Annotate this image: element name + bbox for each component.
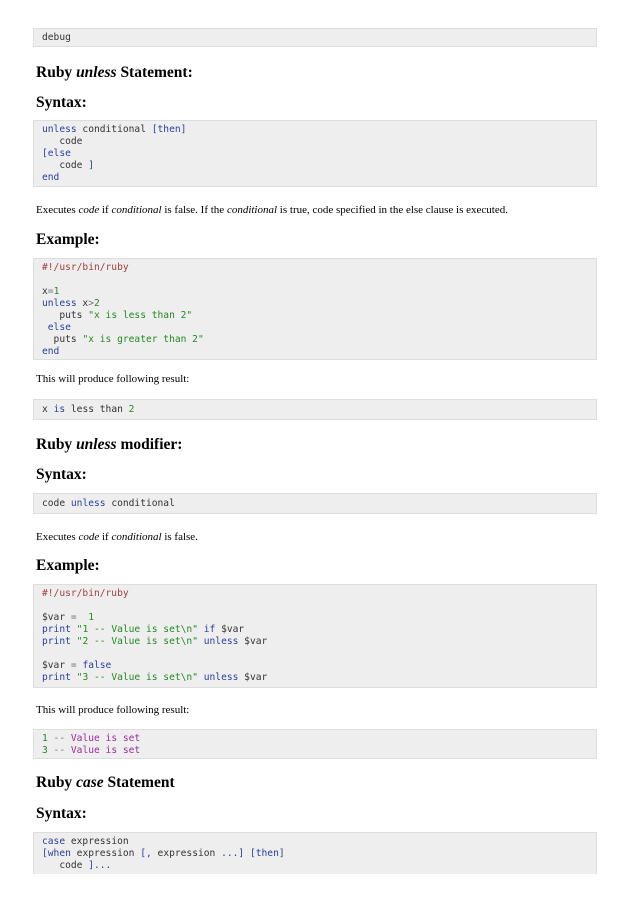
heading-text: Statement <box>103 774 175 791</box>
code-line: [else <box>42 148 71 159</box>
code-line: print "3 -- Value is set\n" unless $var <box>42 672 268 683</box>
heading-ruby-unless-modifier <box>36 436 182 454</box>
code-line: end <box>42 172 60 183</box>
code-line: code <box>42 136 83 147</box>
code-line: x is less than 2 <box>42 404 135 415</box>
heading-text: Ruby <box>36 436 77 453</box>
code-line: print "2 -- Value is set\n" unless $var <box>42 636 268 647</box>
code-block-debug <box>33 28 597 47</box>
heading-emphasis: case <box>76 774 104 791</box>
code-line: #!/usr/bin/ruby <box>42 262 129 273</box>
heading-syntax: Syntax: <box>36 805 87 822</box>
code-line: unless conditional [then] <box>42 124 187 135</box>
heading-emphasis: unless <box>76 436 117 453</box>
code-line: [when expression [, expression ...] [then] <box>42 848 285 859</box>
code-block-result <box>33 729 597 759</box>
code-line: code ]... <box>42 860 112 871</box>
heading-text: Ruby <box>36 64 77 81</box>
code-block-unless-example <box>33 258 597 360</box>
code-line: debug <box>42 32 71 43</box>
code-block-modifier-example <box>33 584 597 688</box>
code-line <box>42 648 596 660</box>
code-line: 3 -- Value is set <box>42 745 141 756</box>
heading-emphasis: unless <box>76 64 117 81</box>
paragraph-modifier-description: Executes code if conditional is false. <box>36 531 198 543</box>
code-line: puts "x is less than 2" <box>42 310 193 321</box>
code-line: x=1 <box>42 286 60 297</box>
code-block-case-syntax <box>33 832 597 874</box>
paragraph-unless-description: Executes code if conditional is false. If the conditional is true, code specified in the else clause is executed. <box>36 204 508 216</box>
heading-text: Ruby <box>36 774 77 791</box>
code-line: case expression <box>42 836 129 847</box>
heading-syntax: Syntax: <box>36 466 87 483</box>
paragraph-result-intro: This will produce following result: <box>36 704 190 716</box>
code-line: code ] <box>42 160 94 171</box>
heading-example: Example: <box>36 557 100 574</box>
heading-ruby-case-statement <box>36 774 175 792</box>
heading-example: Example: <box>36 231 100 248</box>
code-line: $var = false <box>42 660 112 671</box>
paragraph-result-intro: This will produce following result: <box>36 373 190 385</box>
code-line: print "1 -- Value is set\n" if $var <box>42 624 245 635</box>
heading-text: modifier: <box>116 436 183 453</box>
code-line <box>42 274 596 286</box>
code-block-modifier-syntax <box>33 493 597 514</box>
code-line: 1 -- Value is set <box>42 733 141 744</box>
code-line: end <box>42 346 60 357</box>
heading-syntax: Syntax: <box>36 94 87 111</box>
code-line: #!/usr/bin/ruby <box>42 588 129 599</box>
code-line: puts "x is greater than 2" <box>42 334 204 345</box>
heading-ruby-unless-statement <box>36 64 193 82</box>
heading-text: Statement: <box>116 64 193 81</box>
code-line <box>42 600 596 612</box>
code-line: else <box>42 322 71 333</box>
code-line: $var = 1 <box>42 612 95 623</box>
code-line: code unless conditional <box>42 498 175 509</box>
code-block-result <box>33 399 597 420</box>
code-line: unless x>2 <box>42 298 100 309</box>
code-block-unless-syntax <box>33 120 597 187</box>
